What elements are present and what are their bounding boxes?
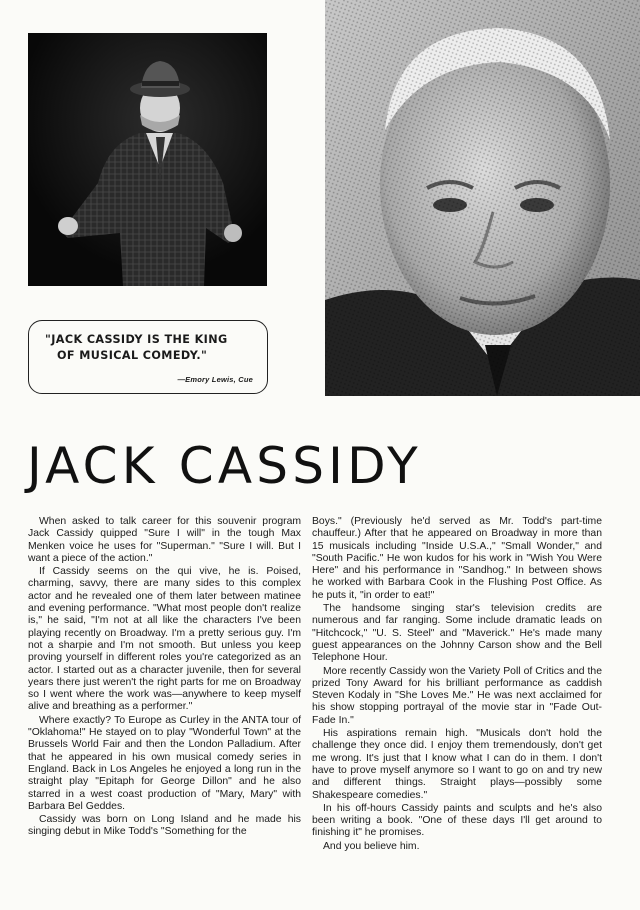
paragraph: Where exactly? To Europe as Curley in the ANTA tour of "Oklahoma!" He stayed on to play "Wonderful Town" at the Brussels World Fair and then the London Palladium. After that he appeared in his own musical comedy series in England. Back in Los Angeles he enjoyed a long run in the straight play "Epitaph for George Dillon" and he also starred in a west coast production of "Mary, Mary" with Barbara Bel Geddes. — [28, 714, 301, 812]
quote-attribution: —Emory Lewis, Cue — [177, 375, 253, 384]
paragraph: His aspirations remain high. "Musicals don't hold the challenge they once did. I enjoy them tremendously, don't get me wrong. It's just that I know what I can do in them. I don't have to prove myself anymore so I want to go on and try new and different things. Straight plays—possibly some Shakespeare comedies." — [312, 728, 602, 801]
article-column-left — [28, 516, 301, 840]
stage-performance-photo — [28, 33, 267, 286]
paragraph: The handsome singing star's television credits are numerous and far ranging. Some include dramatic leads on "Hitchcock," "U. S. Steel" and "Maverick." He's made many guest appearances on the Johnny Carson show and the Bell Telephone Hour. — [312, 603, 602, 664]
paragraph: And you believe him. — [323, 840, 420, 852]
article-headline: JACK CASSIDY — [27, 437, 422, 495]
paragraph: Cassidy was born on Long Island and he made his singing debut in Mike Todd's "Something for the — [28, 814, 301, 838]
paragraph: More recently Cassidy won the Variety Poll of Critics and the prized Tony Award for his brilliant performance as caddish Steven Kodaly in "She Loves Me." He was next acclaimed for his show stopping portrayal of the movie star in "Fade Out-Fade In." — [312, 665, 602, 726]
portrait-photo — [325, 0, 640, 396]
pull-quote-line-1: "JACK CASSIDY IS THE KING — [45, 333, 228, 346]
paragraph: In his off-hours Cassidy paints and sculpts and he's also been writing a book. "One of these days I'll get around to finishing it" he promises. — [312, 802, 602, 839]
paragraph: If Cassidy seems on the qui vive, he is. Poised, charming, savvy, there are many sides to this complex actor and he revealed one of them later between matinee and evening performance. "What most people don't realize is," he said, "I'm not at all like the characters I've been playing recently on Broadway. I'm a pretty serious guy. I'm not a sharpie and I'm not smooth. But unless you keep proving yourself in different roles you're categorized as an actor. I started out as a character juvenile, then for several years there just weren't the right parts for me on Broadway so I went where the work was—anywhere to keep myself alive and breathing as a performer." — [28, 566, 301, 713]
paragraph: When asked to talk career for this souvenir program Jack Cassidy quipped "Sure I will" in the tough Max Menken voice he uses for "Superman." "Sure I will. But I want a piece of the action." — [28, 516, 301, 564]
paragraph: Boys." (Previously he'd served as Mr. Todd's part-time chauffeur.) After that he appeared on Broadway in more than 15 musicals including "Inside U.S.A.," "Small Wonder," and "South Pacific." He won kudos for his work in "Wish You Were Here" and his performance in "Sandhog." In between shows he worked with Barbara Cook in the Flushing Post Office. As he puts it, "in order to eat!" — [312, 516, 602, 601]
pull-quote-box — [28, 320, 268, 394]
pull-quote-line-2: OF MUSICAL COMEDY." — [57, 349, 208, 362]
article-column-right — [312, 516, 602, 854]
pull-quote — [45, 332, 253, 364]
